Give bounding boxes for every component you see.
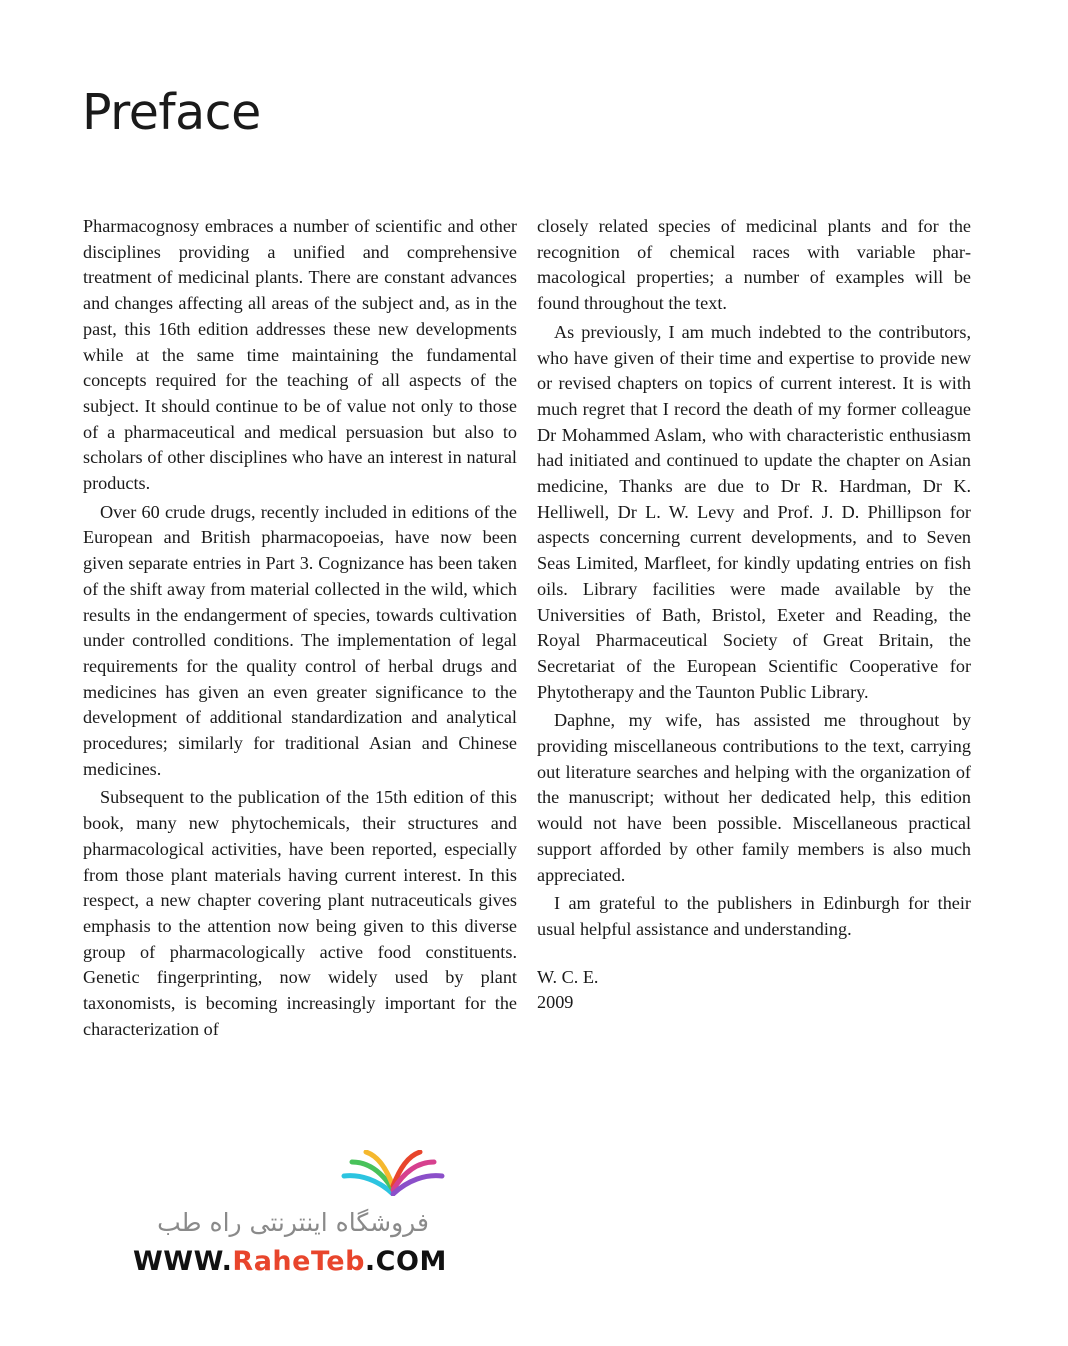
url-brand: RaheTeb	[232, 1246, 365, 1277]
right-column	[537, 214, 971, 1016]
watermark	[133, 1150, 457, 1282]
paragraph: Daphne, my wife, has assisted me throughout by providing miscellaneous contributions to the text, carrying out literature searches and helping with the organization of the manuscript; without her dedicated help, this edition would not have been possible. Miscellaneous practical support afforded by other family members is also much appreciated.	[537, 710, 971, 885]
paragraph: I am grateful to the publishers in Edinburgh for their usual helpful assistance and understanding.	[537, 893, 971, 939]
paragraph: closely related species of medicinal plants and for the recognition of chemical races with variable pharmacological properties; a number of examples will be found throughout the text.	[537, 216, 971, 314]
watermark-persian-text: فروشگاه اینترنتی راه طب	[157, 1208, 429, 1237]
url-suffix: .COM	[364, 1246, 447, 1277]
paragraph: Subsequent to the publication of the 15th edition of this book, many new phytochemicals, their structures and pharmacological activities, have been reported, especially from those plant materials having current interest. In this respect, a new chapter covering plant nutraceuticals gives emphasis to the attention now being given to this diverse group of pharmacologically active food constituents. Genetic fingerprinting, now widely used by plant taxonomists, is becoming increasingly important for the characterization of	[83, 787, 517, 1039]
watermark-url	[133, 1246, 447, 1277]
author-initials: W. C. E.	[537, 966, 599, 987]
paragraph: Over 60 crude drugs, recently included in editions of the European and British pharmacopoeias, have now been given separate entries in Part 3. Cognizance has been taken of the shift away from material collected in the wild, which results in the endangerment of species, towards cultivation under controlled conditions. The implementation of legal requirements for the quality control of herbal drugs and medicines has given an even greater significance to the development of additional standardization and analytical procedures; similarly for traditional Asian and Chinese medicines.	[83, 501, 517, 779]
paragraph: Pharmacognosy embraces a number of scientific and other disciplines providing a unified and comprehensive treatment of medicinal plants. There are constant advances and changes affecting all areas of the subject and, as in the past, this 16th edition addresses these new developments while at the same time maintaining the fundamental concepts required for the teaching of all aspects of the subject. It should continue to be of value not only to those of a pharmaceutical and medical persuasion but also to scholars of other disciplines who have an interest in natural products.	[83, 216, 517, 494]
open-book-rainbow-icon	[338, 1150, 448, 1196]
signature-year: 2009	[537, 992, 574, 1013]
page-title: Preface	[82, 84, 261, 141]
paragraph: As previously, I am much indebted to the contributors, who have given of their time and expertise to provide new or revised chapters on topics of current interest. It is with much regret that I record the death of my former colleague Dr Mohammed Aslam, who with characteristic enthusiasm had initiated and continued to update the chapter on Asian medicine, Thanks are due to Dr R. Hardman, Dr K. Helliwell, Dr L. W. Levy and Prof. J. D. Phillipson for aspects concerning current developments, and to Seven Seas Limited, Marfleet, for kindly updating entries on fish oils. Library facilities were made available by the Universities of Bath, Bristol, Exeter and Reading, the Royal Pharmaceutical Society of Great Britain, the Secretariat of the European Scientific Cooperative for Phytotherapy and the Taunton Public Library.	[537, 321, 971, 702]
signature	[537, 965, 971, 1016]
left-column	[83, 214, 517, 1046]
url-prefix: WWW.	[133, 1246, 233, 1277]
